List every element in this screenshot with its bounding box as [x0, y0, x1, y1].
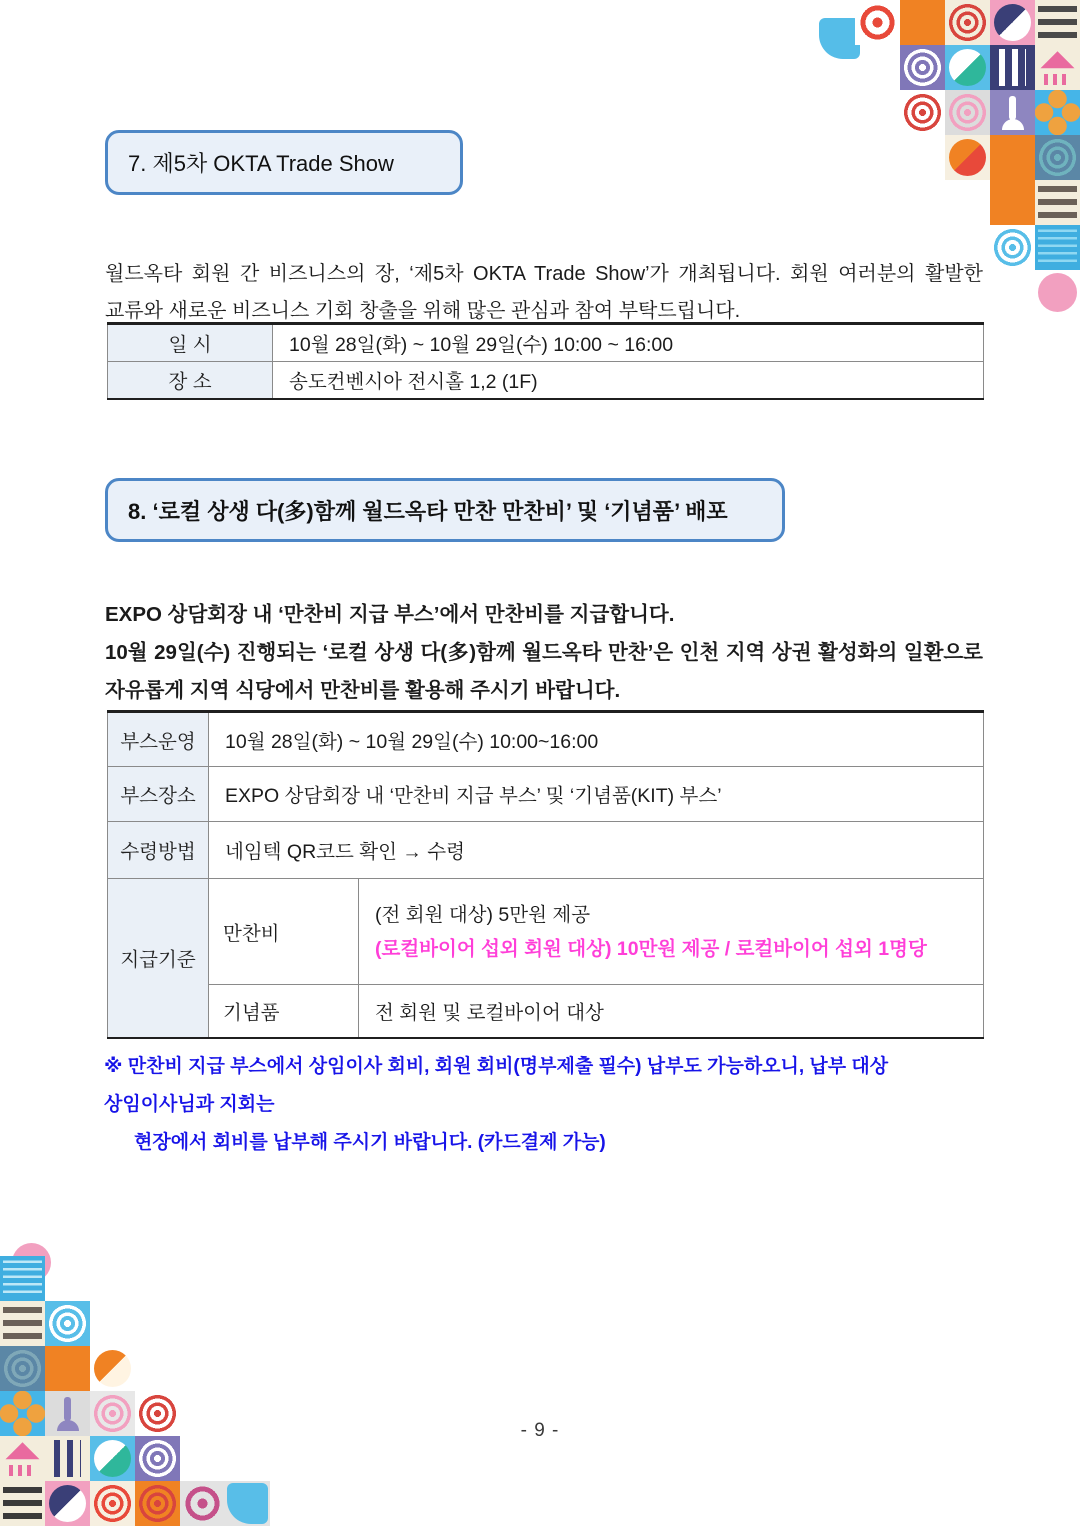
- mosaic-tile: [225, 1481, 270, 1526]
- mosaic-tile: [1035, 225, 1080, 270]
- row-label: 장 소: [108, 361, 273, 399]
- criteria-item-value: [359, 879, 984, 985]
- tradeshow-info-table: [107, 322, 984, 400]
- row-label: 부스운영: [108, 712, 209, 767]
- row-value: 송도컨벤시아 전시홀 1,2 (1F): [273, 361, 984, 399]
- mosaic-tile: [1035, 180, 1080, 225]
- page-number: - 9 -: [520, 1420, 560, 1441]
- section8-heading-box: [105, 478, 785, 542]
- criteria-label: 지급기준: [108, 879, 209, 1038]
- row-value: EXPO 상담회장 내 ‘만찬비 지급 부스’ 및 ‘기념품(KIT) 부스’: [209, 767, 984, 822]
- mosaic-tile: [135, 1481, 180, 1526]
- mosaic-tile: [135, 1436, 180, 1481]
- criteria-item-name: 만찬비: [209, 879, 359, 985]
- mosaic-tile: [990, 0, 1035, 45]
- table-row: [108, 822, 984, 879]
- section7-heading: 7. 제5차 OKTA Trade Show: [128, 151, 394, 176]
- section8-body: [105, 596, 983, 710]
- section8-body-line1: EXPO 상담회장 내 ‘만찬비 지급 부스’에서 만찬비를 지급합니다.: [105, 603, 675, 626]
- row-value: 네임텍 QR코드 확인 → 수령: [209, 822, 984, 879]
- mosaic-tile: [1035, 135, 1080, 180]
- mosaic-tile: [180, 1481, 225, 1526]
- row-value: 10월 28일(화) ~ 10월 29일(수) 10:00~16:00: [209, 712, 984, 767]
- section8-body-line2: 10월 29일(수) 진행되는 ‘로컬 상생 다(多)함께 월드옥타 만찬’은 인천 지역 상권 활성화의 일환으로 자유롭게 지역 식당에서 만찬비를 활용해 주시기 바랍니다.: [105, 641, 983, 702]
- mosaic-tile: [1035, 0, 1080, 45]
- mosaic-tile: [990, 90, 1035, 135]
- table-row: [108, 879, 984, 985]
- mosaic-tile: [90, 1481, 135, 1526]
- mosaic-tile: [945, 45, 990, 90]
- mosaic-tile: [0, 1301, 45, 1346]
- dinner-fee-line2-highlight: (로컬바이어 섭외 회원 대상) 10만원 제공 / 로컬바이어 섭외 1명당: [375, 937, 927, 960]
- mosaic-tile: [900, 45, 945, 90]
- table-row: [108, 985, 984, 1038]
- mosaic-tile: [990, 180, 1035, 225]
- note-line2: 현장에서 회비를 납부해 주시기 바랍니다. (카드결제 가능): [134, 1132, 606, 1153]
- table-row: [108, 361, 984, 399]
- mosaic-tile: [0, 1256, 45, 1301]
- criteria-item-name: 기념품: [209, 985, 359, 1038]
- membership-fee-note: [104, 1048, 988, 1162]
- table-row: [108, 712, 984, 767]
- row-value: 10월 28일(화) ~ 10월 29일(수) 10:00 ~ 16:00: [273, 324, 984, 362]
- booth-info-table: [107, 710, 984, 1039]
- mosaic-tile: [817, 16, 862, 61]
- mosaic-tile: [90, 1436, 135, 1481]
- mosaic-tile: [945, 90, 990, 135]
- table-row: [108, 324, 984, 362]
- mosaic-tile: [0, 1436, 45, 1481]
- mosaic-tile: [45, 1481, 90, 1526]
- mosaic-tile: [1035, 45, 1080, 90]
- table-row: [108, 767, 984, 822]
- mosaic-tile: [990, 45, 1035, 90]
- mosaic-tile: [45, 1436, 90, 1481]
- section8-heading: 8. ‘로컬 상생 다(多)함께 월드옥타 만찬 만찬비’ 및 ‘기념품’ 배포: [128, 498, 728, 524]
- row-label: 부스장소: [108, 767, 209, 822]
- section7-body: 월드옥타 회원 간 비즈니스의 장, ‘제5차 OKTA Trade Show’가 개최됩니다. 회원 여러분의 활발한 교류와 새로운 비즈니스 기회 창출을 위해 많은 관심과 참여 부탁드립니다.: [105, 263, 983, 322]
- mosaic-tile: [1035, 90, 1080, 135]
- row-label: 수령방법: [108, 822, 209, 879]
- note-line1: ※ 만찬비 지급 부스에서 상임이사 회비, 회원 회비(명부제출 필수) 납부도 가능하오니, 납부 대상 상임이사님과 지회는: [104, 1056, 889, 1115]
- mosaic-tile: [900, 0, 945, 45]
- mosaic-tile: [855, 0, 900, 45]
- mosaic-tile: [900, 90, 945, 135]
- mosaic-tile: [45, 1301, 90, 1346]
- mosaic-tile: [990, 135, 1035, 180]
- mosaic-tile: [45, 1346, 90, 1391]
- row-label: 일 시: [108, 324, 273, 362]
- mosaic-tile: [1035, 270, 1080, 315]
- mosaic-tile: [90, 1346, 135, 1391]
- dinner-fee-line1: (전 회원 대상) 5만원 제공: [375, 903, 591, 926]
- mosaic-tile: [945, 0, 990, 45]
- mosaic-tile: [990, 225, 1035, 270]
- corner-mosaic-bottom-left: [0, 1256, 270, 1526]
- criteria-item-value: 전 회원 및 로컬바이어 대상: [359, 985, 984, 1038]
- mosaic-tile: [0, 1481, 45, 1526]
- section7-heading-box: [105, 130, 463, 195]
- mosaic-tile: [945, 135, 990, 180]
- mosaic-tile: [9, 1240, 54, 1285]
- mosaic-tile: [0, 1346, 45, 1391]
